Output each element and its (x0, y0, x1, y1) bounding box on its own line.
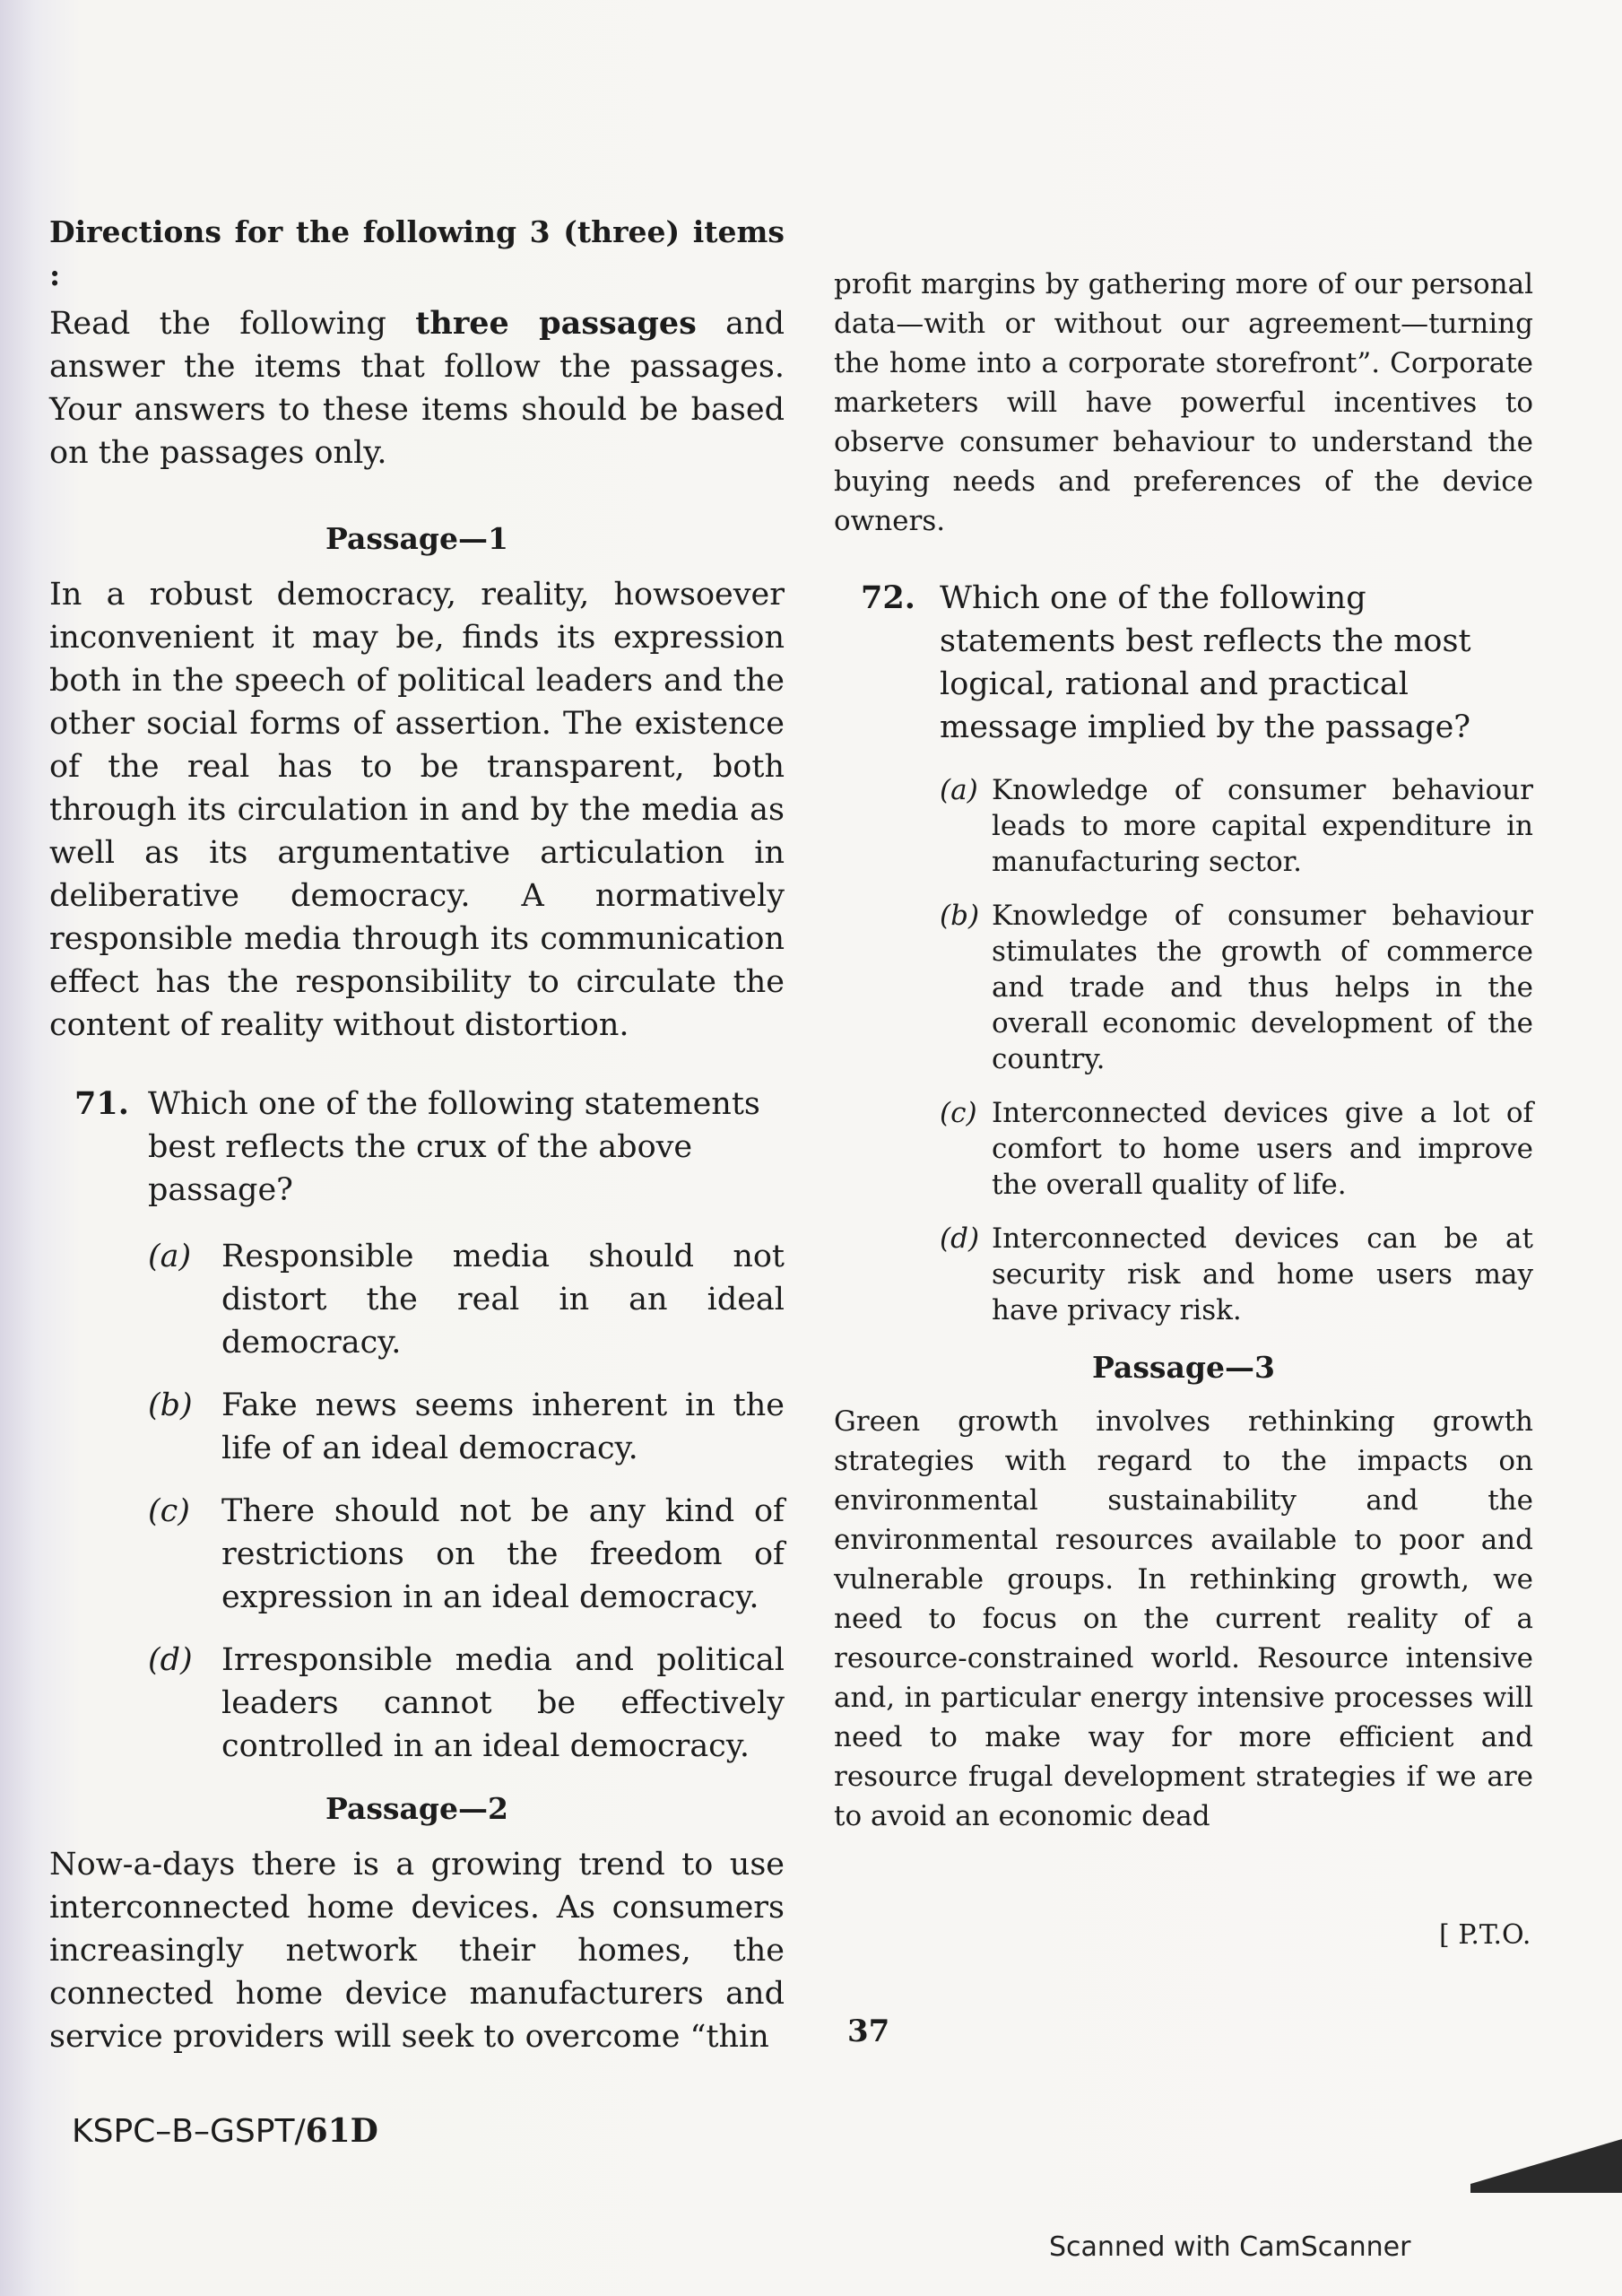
question-71-option-b (148, 1384, 785, 1470)
passage-2-text-part-2: profit margins by gathering more of our personal data—with or without our agreement—turning the home into a corporate storefront”. Corporate marketers will have powerful incentives to observe consumer behaviour to understand the buying needs and preferences of the device owners. (834, 268, 1533, 537)
option-label: (a) (148, 1239, 192, 1274)
option-label: (b) (148, 1387, 193, 1423)
question-71-number: 71. (74, 1085, 129, 1122)
option-label: (c) (148, 1493, 190, 1529)
question-72-option-a (940, 772, 1533, 880)
scanner-watermark: Scanned with CamScanner (1049, 2231, 1411, 2263)
question-72 (834, 577, 1533, 749)
question-71-option-d (148, 1639, 785, 1768)
option-text: Irresponsible media and political leaders cannot be effectively controlled in an ideal democracy. (221, 1642, 785, 1764)
question-72-options (940, 772, 1533, 1328)
directions-text-bold: three passages (415, 305, 697, 342)
question-71-option-c (148, 1490, 785, 1619)
passage-2-title: Passage—2 (325, 1791, 508, 1826)
page-corner-shadow (1470, 2139, 1622, 2193)
booklet-code-suffix: 61D (305, 2112, 378, 2150)
question-71 (49, 1083, 785, 1212)
option-text: Interconnected devices can be at security risk and home users may have privacy risk. (992, 1222, 1533, 1326)
option-label: (b) (940, 900, 980, 932)
question-71-text: Which one of the following statements best reflects the crux of the above passage? (148, 1086, 760, 1208)
option-text: Responsible media should not distort the real in an ideal democracy. (221, 1239, 785, 1361)
question-71-options (148, 1235, 785, 1768)
pto-marker: [ P.T.O. (1439, 1919, 1531, 1951)
booklet-code (72, 2112, 378, 2150)
passage-1-text: In a robust democracy, reality, howsoever inconvenient it may be, finds its expression both in the speech of political leaders and the other social forms of assertion. The existence of the real has to be transparent, both through its circulation in and by the media as well as its argumentative articulation in deliberative democracy. A normatively responsible media through its communication effect has the responsibility to circulate the content of reality without distortion. (49, 577, 785, 1043)
option-label: (c) (940, 1097, 977, 1129)
passage-3-title: Passage—3 (1092, 1350, 1275, 1385)
option-label: (d) (148, 1642, 193, 1678)
passage-2-text-part-1: Now-a-days there is a growing trend to use interconnected home devices. As consumers increasingly network their homes, the connected home device manufacturers and service providers will seek to overcome “thin (49, 1847, 785, 2055)
question-72-text: Which one of the following statements best reflects the most logical, rational and practical message implied by the passage? (940, 580, 1471, 745)
directions-text-start: Read the following (49, 306, 416, 342)
right-column (834, 265, 1533, 1872)
left-column (49, 211, 785, 2094)
option-text: Fake news seems inherent in the life of an ideal democracy. (221, 1387, 785, 1466)
option-label: (a) (940, 774, 978, 806)
question-72-option-c (940, 1095, 1533, 1203)
directions-text-end: and answer the items that follow the passages. Your answers to these items should be based on the passages only. (49, 306, 785, 471)
question-72-number: 72. (861, 579, 915, 616)
question-72-option-b (940, 898, 1533, 1077)
passage-3-text: Green growth involves rethinking growth strategies with regard to the impacts on environmental sustainability and the environmental resources available to poor and vulnerable groups. In rethinking growth, we need to focus on the current reality of a resource-constrained world. Resource intensive and, in particular energy intensive processes will need to make way for more efficient and resource frugal development strategies if we are to avoid an economic dead (834, 1405, 1533, 1832)
directions-title: Directions for the following 3 (three) items : (49, 214, 785, 292)
directions-text (49, 302, 785, 474)
question-72-option-d (940, 1221, 1533, 1328)
option-text: There should not be any kind of restrictions on the freedom of expression in an ideal democracy. (221, 1493, 785, 1615)
option-text: Interconnected devices give a lot of comfort to home users and improve the overall quality of life. (992, 1097, 1533, 1201)
booklet-code-prefix: KSPC–B–GSPT/ (72, 2113, 306, 2150)
option-label: (d) (940, 1222, 980, 1255)
option-text: Knowledge of consumer behaviour leads to more capital expenditure in manufacturing sector. (992, 774, 1533, 878)
option-text: Knowledge of consumer behaviour stimulates the growth of commerce and trade and thus helps in the overall economic development of the country. (992, 900, 1533, 1075)
question-71-option-a (148, 1235, 785, 1364)
passage-1-title: Passage—1 (325, 521, 508, 556)
page-number: 37 (847, 2013, 890, 2049)
